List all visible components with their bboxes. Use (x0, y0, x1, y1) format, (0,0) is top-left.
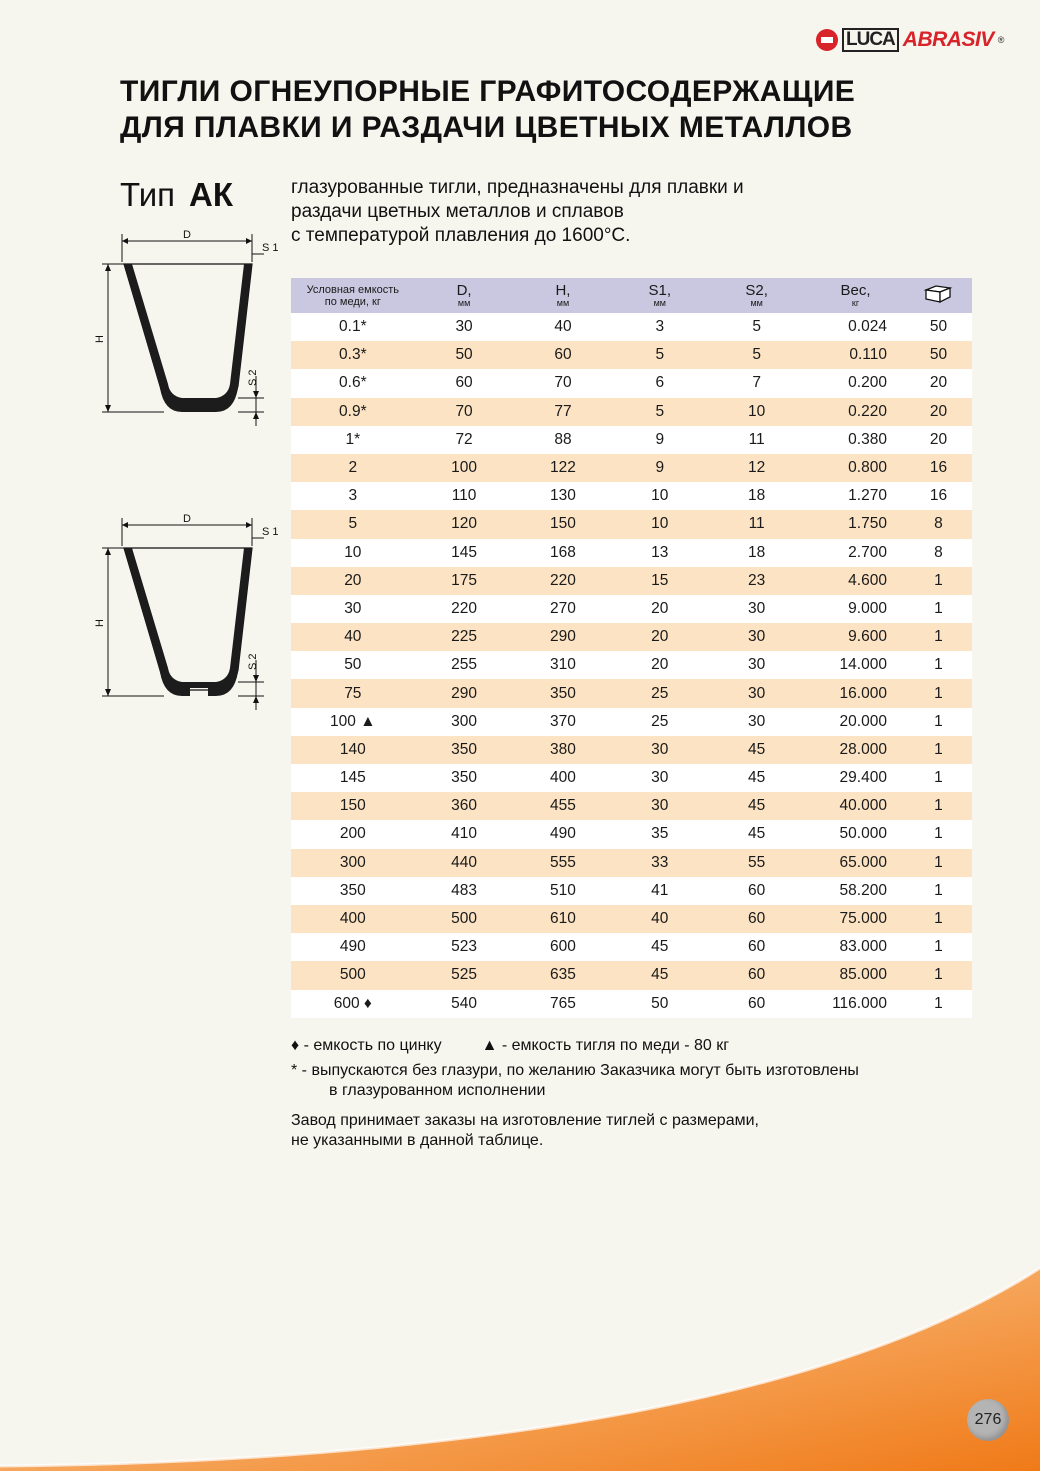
table-cell: 7 (707, 369, 806, 397)
table-cell: 350 (415, 736, 514, 764)
table-cell: 41 (612, 877, 707, 905)
table-cell: 58.200 (806, 877, 905, 905)
header-d: D, мм (415, 278, 514, 313)
table-cell: 600 (514, 933, 613, 961)
table-row (291, 623, 972, 651)
table-cell: 3 (612, 313, 707, 341)
table-cell: 1 (905, 651, 972, 679)
table-row (291, 369, 972, 397)
table-cell: 75.000 (806, 905, 905, 933)
type-prefix: Тип (120, 176, 176, 213)
table-cell: 20 (905, 426, 972, 454)
table-cell: 60 (514, 341, 613, 369)
description-line-2: раздачи цветных металлов и сплавов (291, 201, 624, 222)
table-cell: 20 (905, 398, 972, 426)
table-row (291, 482, 972, 510)
table-cell: 200 (291, 820, 415, 848)
box-icon (923, 282, 953, 304)
dim-s2-label: S 2 (247, 369, 259, 386)
table-cell: 1 (905, 905, 972, 933)
header-weight: Вес, кг (806, 278, 905, 313)
description-line-1: глазурованные тигли, предназначены для плавки и (291, 177, 744, 198)
table-row (291, 990, 972, 1018)
table-cell: 16 (905, 454, 972, 482)
table-cell: 0.024 (806, 313, 905, 341)
table-cell: 60 (707, 961, 806, 989)
dim-h-label: H (94, 335, 106, 343)
company-logo (816, 28, 1004, 52)
table-cell: 145 (415, 539, 514, 567)
table-cell: 11 (707, 426, 806, 454)
table-cell: 45 (707, 820, 806, 848)
table-cell: 5 (291, 510, 415, 538)
table-cell: 350 (415, 764, 514, 792)
table-cell: 0.6* (291, 369, 415, 397)
table-row (291, 849, 972, 877)
description-line-3: с температурой плавления до 1600°С. (291, 225, 631, 246)
table-cell: 50 (291, 651, 415, 679)
table-cell: 5 (707, 341, 806, 369)
table-cell: 30 (612, 792, 707, 820)
table-cell: 168 (514, 539, 613, 567)
table-cell: 11 (707, 510, 806, 538)
table-cell: 45 (612, 961, 707, 989)
table-cell: 220 (514, 567, 613, 595)
table-row (291, 764, 972, 792)
table-cell: 540 (415, 990, 514, 1018)
table-cell: 255 (415, 651, 514, 679)
dim-h-label: H (94, 619, 106, 627)
page-number: 276 (967, 1399, 1009, 1441)
table-cell: 18 (707, 482, 806, 510)
table-cell: 1 (905, 877, 972, 905)
table-row (291, 341, 972, 369)
header-s1: S1, мм (612, 278, 707, 313)
table-cell: 65.000 (806, 849, 905, 877)
page-title (120, 74, 855, 146)
table-cell: 13 (612, 539, 707, 567)
table-row (291, 933, 972, 961)
table-cell: 50 (612, 990, 707, 1018)
table-cell: 1 (905, 961, 972, 989)
header-capacity (291, 278, 415, 313)
table-cell: 10 (612, 510, 707, 538)
table-cell: 45 (707, 792, 806, 820)
table-cell: 490 (514, 820, 613, 848)
table-row (291, 510, 972, 538)
table-cell: 350 (514, 679, 613, 707)
table-cell: 60 (707, 877, 806, 905)
table-cell: 100 (415, 454, 514, 482)
table-cell: 400 (291, 905, 415, 933)
table-cell: 30 (707, 679, 806, 707)
note-factory (291, 1111, 941, 1151)
table-cell: 8 (905, 539, 972, 567)
crucible-drawing-notched-bottom (88, 510, 288, 716)
table-cell: 4.600 (806, 567, 905, 595)
table-cell: 10 (612, 482, 707, 510)
table-header-row (291, 278, 972, 313)
table-cell: 5 (612, 398, 707, 426)
table-cell: 45 (612, 933, 707, 961)
table-cell: 10 (291, 539, 415, 567)
table-cell: 50 (415, 341, 514, 369)
table-cell: 16.000 (806, 679, 905, 707)
table-cell: 1.270 (806, 482, 905, 510)
dim-s1-label: S 1 (262, 526, 279, 538)
table-cell: 45 (707, 764, 806, 792)
table-cell: 30 (415, 313, 514, 341)
table-cell: 350 (291, 877, 415, 905)
header-pack-qty (905, 278, 972, 313)
table-cell: 410 (415, 820, 514, 848)
note-glaze-line-1: * - выпускаются без глазури, по желанию Заказчика могут быть изготовлены (291, 1062, 859, 1079)
table-cell: 1 (905, 595, 972, 623)
table-cell: 30 (707, 595, 806, 623)
note-zinc: ♦ - емкость по цинку (291, 1037, 442, 1054)
table-cell: 1.750 (806, 510, 905, 538)
footnotes (291, 1036, 941, 1151)
note-factory-line-1: Завод принимает заказы на изготовление тиглей с размерами, (291, 1112, 759, 1129)
table-cell: 20 (612, 623, 707, 651)
table-cell: 523 (415, 933, 514, 961)
table-cell: 60 (707, 990, 806, 1018)
table-cell: 5 (707, 313, 806, 341)
table-cell: 175 (415, 567, 514, 595)
table-cell: 300 (415, 708, 514, 736)
table-cell: 0.1* (291, 313, 415, 341)
table-cell: 30 (612, 736, 707, 764)
dim-d-label: D (183, 513, 191, 525)
table-cell: 1 (905, 764, 972, 792)
table-cell: 370 (514, 708, 613, 736)
table-cell: 35 (612, 820, 707, 848)
table-cell: 300 (291, 849, 415, 877)
table-cell: 9 (612, 426, 707, 454)
table-cell: 60 (415, 369, 514, 397)
table-cell: 75 (291, 679, 415, 707)
table-cell: 40 (514, 313, 613, 341)
note-symbols (291, 1036, 941, 1056)
table-cell: 0.9* (291, 398, 415, 426)
logo-mark-icon (816, 29, 838, 51)
table-cell: 45 (707, 736, 806, 764)
table-cell: 14.000 (806, 651, 905, 679)
table-cell: 20 (612, 651, 707, 679)
crucible-drawing-flat-bottom (88, 226, 288, 432)
table-cell: 122 (514, 454, 613, 482)
table-cell: 0.3* (291, 341, 415, 369)
table-cell: 225 (415, 623, 514, 651)
header-capacity-line-1: Условная емкость (306, 283, 400, 296)
table-cell: 500 (415, 905, 514, 933)
logo-abrasiv: ABRASIV (902, 28, 994, 51)
table-row (291, 595, 972, 623)
table-row (291, 792, 972, 820)
table-cell: 1 (905, 679, 972, 707)
table-cell: 500 (291, 961, 415, 989)
table-cell: 9 (612, 454, 707, 482)
table-cell: 2.700 (806, 539, 905, 567)
table-cell: 23 (707, 567, 806, 595)
table-row (291, 651, 972, 679)
table-cell: 0.110 (806, 341, 905, 369)
table-cell: 290 (415, 679, 514, 707)
table-cell: 77 (514, 398, 613, 426)
table-cell: 1 (905, 567, 972, 595)
table-cell: 1 (905, 792, 972, 820)
table-cell: 120 (415, 510, 514, 538)
table-cell: 1 (905, 736, 972, 764)
title-line-2: ДЛЯ ПЛАВКИ И РАЗДАЧИ ЦВЕТНЫХ МЕТАЛЛОВ (120, 111, 853, 144)
table-cell: 1 (905, 990, 972, 1018)
table-cell: 30 (707, 651, 806, 679)
table-cell: 83.000 (806, 933, 905, 961)
table-cell: 150 (514, 510, 613, 538)
note-glaze (291, 1061, 941, 1101)
table-cell: 50.000 (806, 820, 905, 848)
table-row (291, 454, 972, 482)
note-factory-line-2: не указанными в данной таблице. (291, 1132, 544, 1149)
note-copper: ▲ - емкость тигля по меди - 80 кг (481, 1037, 730, 1054)
table-cell: 9.000 (806, 595, 905, 623)
table-cell: 20 (612, 595, 707, 623)
table-cell: 16 (905, 482, 972, 510)
table-row (291, 539, 972, 567)
table-cell: 28.000 (806, 736, 905, 764)
table-cell: 483 (415, 877, 514, 905)
table-cell: 116.000 (806, 990, 905, 1018)
product-description (291, 176, 831, 248)
table-cell: 85.000 (806, 961, 905, 989)
table-cell: 400 (514, 764, 613, 792)
table-cell: 310 (514, 651, 613, 679)
table-cell: 60 (707, 933, 806, 961)
table-row (291, 679, 972, 707)
header-capacity-line-2: по меди, кг (324, 295, 381, 308)
table-cell: 5 (612, 341, 707, 369)
table-cell: 8 (905, 510, 972, 538)
table-cell: 220 (415, 595, 514, 623)
table-cell: 30 (707, 623, 806, 651)
table-cell: 10 (707, 398, 806, 426)
table-cell: 635 (514, 961, 613, 989)
logo-luca: LUCA (842, 28, 899, 52)
table-cell: 145 (291, 764, 415, 792)
table-cell: 40 (291, 623, 415, 651)
logo-registered: ® (997, 35, 1005, 45)
table-cell: 3 (291, 482, 415, 510)
table-cell: 15 (612, 567, 707, 595)
table-cell: 25 (612, 708, 707, 736)
table-cell: 60 (707, 905, 806, 933)
table-cell: 0.380 (806, 426, 905, 454)
table-cell: 150 (291, 792, 415, 820)
table-cell: 20 (291, 567, 415, 595)
table-cell: 610 (514, 905, 613, 933)
table-cell: 33 (612, 849, 707, 877)
table-cell: 25 (612, 679, 707, 707)
table-cell: 510 (514, 877, 613, 905)
table-cell: 1 (905, 820, 972, 848)
table-cell: 12 (707, 454, 806, 482)
table-cell: 40 (612, 905, 707, 933)
dim-d-label: D (183, 229, 191, 241)
table-cell: 525 (415, 961, 514, 989)
table-row (291, 961, 972, 989)
note-glaze-line-2: в глазурованном исполнении (329, 1082, 546, 1099)
table-cell: 110 (415, 482, 514, 510)
table-cell: 20 (905, 369, 972, 397)
table-row (291, 820, 972, 848)
table-cell: 765 (514, 990, 613, 1018)
table-cell: 270 (514, 595, 613, 623)
table-cell: 2 (291, 454, 415, 482)
table-cell: 600 ♦ (291, 990, 415, 1018)
table-cell: 0.800 (806, 454, 905, 482)
table-row (291, 708, 972, 736)
crucible-spec-table (291, 278, 972, 1018)
table-cell: 1 (905, 623, 972, 651)
table-cell: 0.220 (806, 398, 905, 426)
title-line-1: ТИГЛИ ОГНЕУПОРНЫЕ ГРАФИТОСОДЕРЖАЩИЕ (120, 75, 856, 108)
table-row (291, 426, 972, 454)
table-cell: 70 (415, 398, 514, 426)
header-h: H, мм (514, 278, 613, 313)
table-row (291, 877, 972, 905)
table-cell: 6 (612, 369, 707, 397)
dim-s1-label: S 1 (262, 242, 279, 254)
table-cell: 1 (905, 933, 972, 961)
table-cell: 360 (415, 792, 514, 820)
table-cell: 20.000 (806, 708, 905, 736)
table-cell: 1 (905, 708, 972, 736)
table-cell: 0.200 (806, 369, 905, 397)
table-cell: 30 (612, 764, 707, 792)
dim-s2-label: S 2 (247, 653, 259, 670)
table-cell: 9.600 (806, 623, 905, 651)
header-s2: S2, мм (707, 278, 806, 313)
table-row (291, 313, 972, 341)
table-cell: 50 (905, 341, 972, 369)
table-cell: 100 ▲ (291, 708, 415, 736)
table-cell: 55 (707, 849, 806, 877)
table-cell: 455 (514, 792, 613, 820)
table-cell: 88 (514, 426, 613, 454)
table-cell: 555 (514, 849, 613, 877)
table-row (291, 736, 972, 764)
table-cell: 380 (514, 736, 613, 764)
table-cell: 30 (707, 708, 806, 736)
table-cell: 18 (707, 539, 806, 567)
table-row (291, 398, 972, 426)
product-type (120, 176, 233, 214)
table-row (291, 567, 972, 595)
table-cell: 50 (905, 313, 972, 341)
table-cell: 130 (514, 482, 613, 510)
table-cell: 290 (514, 623, 613, 651)
table-cell: 1* (291, 426, 415, 454)
table-cell: 29.400 (806, 764, 905, 792)
table-cell: 490 (291, 933, 415, 961)
table-cell: 140 (291, 736, 415, 764)
type-name: АК (189, 176, 233, 213)
table-cell: 1 (905, 849, 972, 877)
table-cell: 72 (415, 426, 514, 454)
table-cell: 440 (415, 849, 514, 877)
table-cell: 30 (291, 595, 415, 623)
table-cell: 70 (514, 369, 613, 397)
table-cell: 40.000 (806, 792, 905, 820)
table-row (291, 905, 972, 933)
